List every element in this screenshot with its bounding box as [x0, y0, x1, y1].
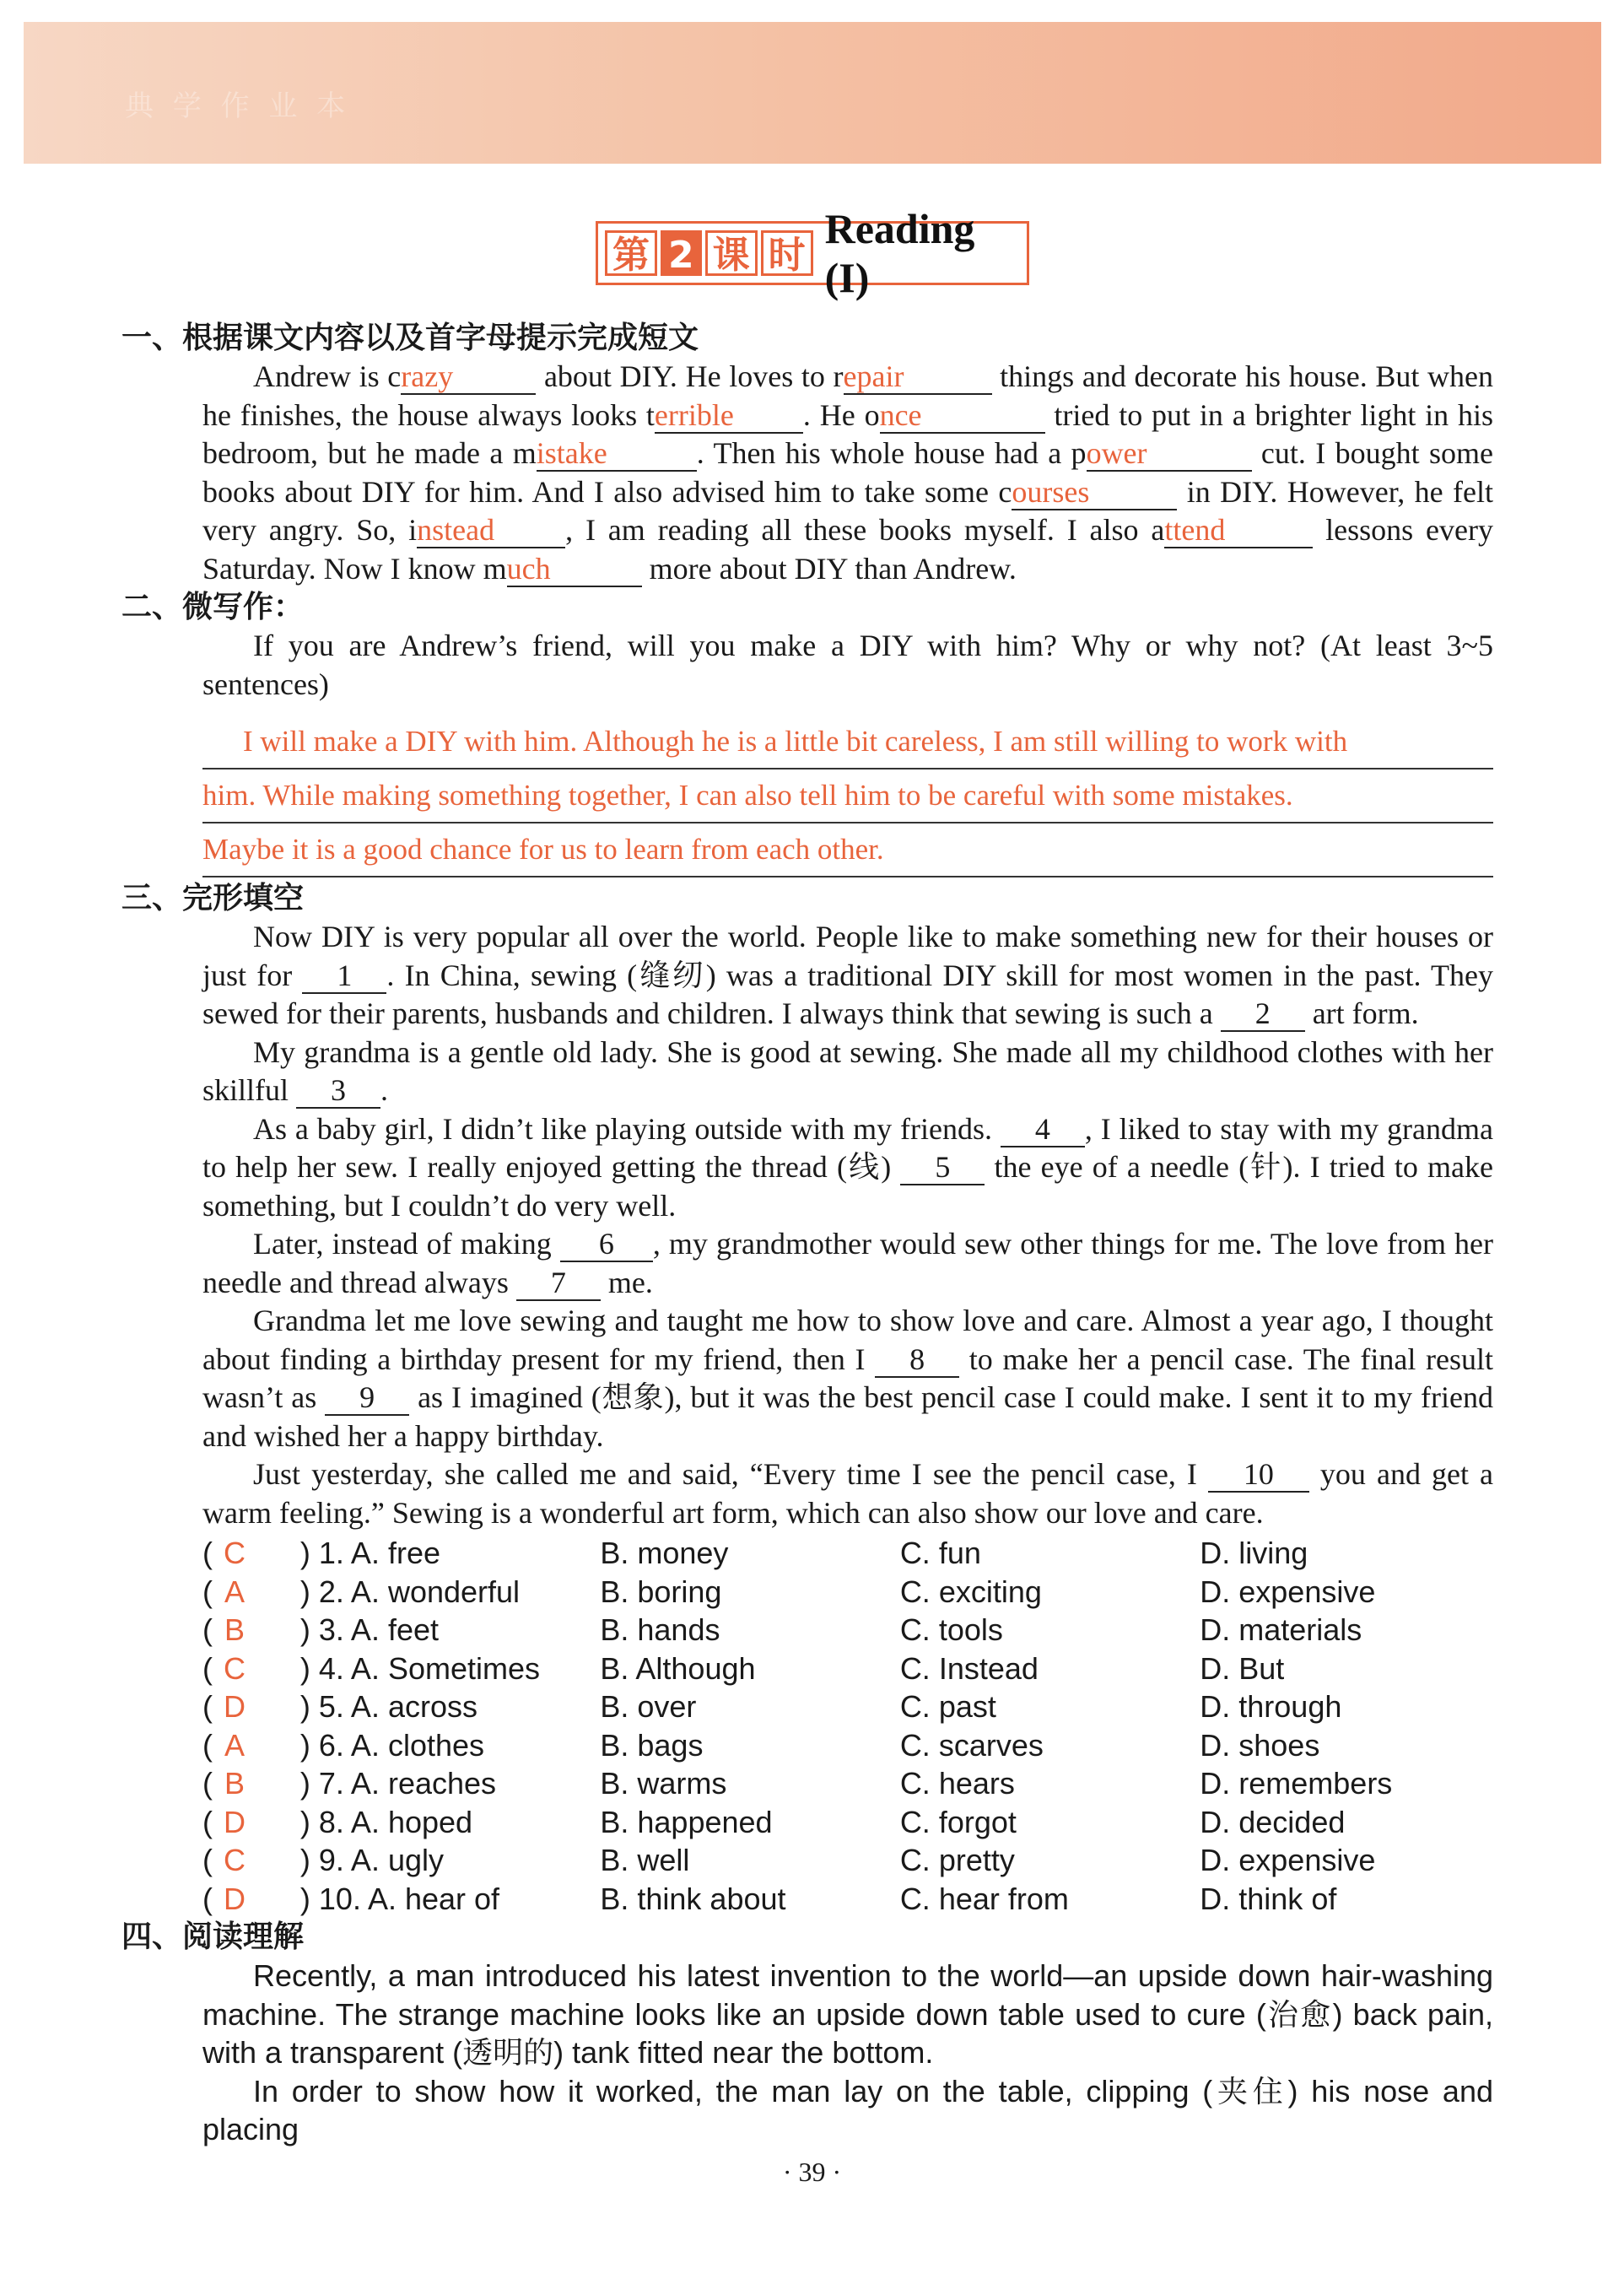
answer-slot[interactable]: ( D — [202, 1687, 300, 1726]
option-a: ) 1. A. free — [299, 1536, 440, 1570]
answer-letter: B — [224, 1612, 245, 1647]
cloze-text: art form. — [1304, 996, 1419, 1030]
option-c: C. exciting — [899, 1574, 1042, 1609]
answer-letter: D — [224, 1881, 245, 1916]
cloze-blank-3[interactable]: 3 — [296, 1073, 380, 1109]
option-b: B. money — [600, 1536, 729, 1570]
passage-text: lessons every Saturday. Now I know m — [202, 513, 1493, 586]
option-b: B. hands — [600, 1612, 720, 1647]
cloze-text: you and get a warm feeling.” Sewing is a wonderful art form, which can also show our love and care. — [202, 1457, 1493, 1530]
lesson-suffix: 时 — [761, 230, 813, 276]
cloze-text: Grandma let me love sewing and taught me how to show love and care. Almost a year ago, I thought about finding a birthday present for my friend, then I — [202, 1304, 1493, 1376]
lesson-unit: 课 — [705, 230, 758, 276]
fill-blank-terrible[interactable]: errible — [655, 398, 803, 434]
lesson-title-text: Reading (I) — [824, 205, 975, 301]
cloze-blank-4[interactable]: 4 — [1001, 1112, 1085, 1147]
option-b: B. warms — [600, 1766, 727, 1801]
option-c: C. scarves — [899, 1727, 1044, 1763]
cloze-blank-10[interactable]: 10 — [1208, 1457, 1309, 1493]
cloze-text: , my grandmother would sew other things for me. The love from her needle and thread always — [202, 1227, 1494, 1299]
cloze-text: As a baby girl, I didn’t like playing outside with my friends. — [253, 1111, 1001, 1146]
answer-letter: B — [224, 1766, 245, 1801]
option-d: D. decided — [1200, 1804, 1346, 1839]
banner-text: 典 学 作 业 本 — [125, 89, 351, 123]
option-b: B. Although — [600, 1650, 756, 1686]
option-a: ) 8. A. hoped — [299, 1804, 473, 1839]
cloze-paragraph-3 — [202, 1110, 1493, 1226]
option-d: D. But — [1200, 1650, 1285, 1686]
passage-text: in DIY. However, he felt very angry. So, i — [202, 474, 1493, 547]
option-row — [202, 1687, 1493, 1726]
cloze-text: . In China, sewing (缝纫) was a traditional DIY skill for most women in the past. They sewed for their parents, husbands and children. I always think that sewing is such a — [202, 958, 1493, 1030]
cloze-paragraph-1 — [202, 918, 1493, 1034]
fill-blank-repair[interactable]: epair — [844, 359, 992, 395]
option-c: C. hear from — [899, 1881, 1069, 1916]
option-a: ) 6. A. clothes — [299, 1727, 485, 1763]
option-a: ) 7. A. reaches — [299, 1766, 497, 1801]
option-b: B. bags — [600, 1727, 704, 1763]
option-row — [202, 1726, 1493, 1765]
fill-blank-once[interactable]: nce — [880, 398, 1045, 434]
cloze-paragraph-4 — [202, 1225, 1493, 1302]
page-number: · 39 · — [782, 2157, 842, 2187]
cloze-paragraph-2 — [202, 1034, 1493, 1110]
cloze-blank-1[interactable]: 1 — [302, 958, 386, 994]
passage-text: things and decorate his house. But when he finishes, the house always looks t — [202, 359, 1494, 432]
passage-text: cut. I bought some books about DIY for him. And I also advised him to take some c — [202, 436, 1493, 509]
cloze-text: Later, instead of making — [253, 1227, 560, 1261]
answer-slot[interactable]: ( C — [202, 1650, 300, 1688]
option-row — [202, 1573, 1493, 1612]
section3-heading: 三、完形填空 — [121, 881, 305, 915]
option-row — [202, 1764, 1493, 1803]
option-row — [202, 1611, 1493, 1650]
option-a: ) 3. A. feet — [299, 1612, 439, 1647]
answer-letter: D — [224, 1689, 245, 1724]
answer-letter: C — [224, 1650, 245, 1686]
worksheet-content — [121, 319, 1494, 2149]
option-c: C. fun — [899, 1536, 981, 1570]
cloze-blank-9[interactable]: 9 — [325, 1380, 409, 1416]
cloze-blank-5[interactable]: 5 — [900, 1150, 985, 1185]
answer-slot[interactable]: ( C — [202, 1534, 300, 1573]
option-b: B. well — [600, 1843, 690, 1877]
option-a: ) 10. A. hear of — [299, 1881, 500, 1916]
reading-paragraph-1: Recently, a man introduced his latest invention to the world—an upside down hair-washing machine. The strange machine looks like an upside down table used to cure (治愈) back pain, with a transparent (透明的) tank fitted near the bottom. — [202, 1958, 1493, 2070]
passage-text: about DIY. He loves to r — [536, 359, 844, 393]
answer-letter: C — [224, 1536, 245, 1570]
cloze-options — [202, 1534, 1493, 1918]
option-d: D. think of — [1200, 1881, 1337, 1916]
passage-text: . He o — [802, 397, 880, 432]
cloze-paragraph-5 — [202, 1302, 1493, 1455]
cloze-text: to make her a pencil case. The final result wasn’t as — [202, 1342, 1493, 1414]
option-a: ) 9. A. ugly — [299, 1843, 444, 1877]
fill-blank-attend[interactable]: ttend — [1164, 513, 1313, 548]
option-d: D. through — [1200, 1689, 1342, 1724]
option-d: D. remembers — [1200, 1766, 1393, 1801]
lesson-title — [596, 205, 1029, 301]
option-c: C. tools — [899, 1612, 1003, 1647]
cloze-blank-7[interactable]: 7 — [516, 1266, 601, 1301]
option-d: D. materials — [1200, 1612, 1362, 1647]
passage-text: Andrew is c — [253, 359, 402, 393]
cloze-text: the eye of a needle (针). I tried to make something, but I couldn’t do very well. — [202, 1150, 1493, 1223]
option-c: C. forgot — [899, 1804, 1017, 1839]
fill-blank-crazy[interactable]: razy — [401, 359, 536, 395]
cloze-blank-2[interactable]: 2 — [1221, 996, 1305, 1032]
option-c: C. hears — [899, 1766, 1015, 1801]
option-row — [202, 1880, 1493, 1919]
section1-passage — [202, 358, 1493, 588]
option-d: D. shoes — [1200, 1727, 1320, 1763]
answer-line-1: I will make a DIY with him. Although he is a little bit careless, I am still willing to work with — [202, 715, 1493, 769]
cloze-text: My grandma is a gentle old lady. She is good at sewing. She made all my childhood clothes with her skillful — [202, 1034, 1493, 1107]
option-c: C. pretty — [899, 1843, 1015, 1877]
answer-slot[interactable]: ( A — [202, 1726, 300, 1765]
option-row — [202, 1650, 1493, 1688]
option-d: D. living — [1200, 1536, 1308, 1570]
option-d: D. expensive — [1200, 1574, 1376, 1609]
passage-text: tried to put in a brighter light in his bedroom, but he made a m — [202, 397, 1494, 470]
option-d: D. expensive — [1200, 1843, 1376, 1877]
option-a: ) 2. A. wonderful — [299, 1574, 521, 1609]
answer-letter: D — [224, 1804, 245, 1839]
header-banner — [24, 22, 1601, 164]
cloze-blank-6[interactable]: 6 — [560, 1227, 653, 1262]
cloze-text: me. — [600, 1265, 653, 1299]
section4-heading: 四、阅读理解 — [121, 1920, 305, 1954]
option-b: B. boring — [600, 1574, 722, 1609]
cloze-text: Now DIY is very popular all over the world. People like to make something new for their houses or just for — [202, 920, 1493, 992]
passage-text: more about DIY than Andrew. — [641, 551, 1017, 586]
answer-letter: A — [224, 1574, 245, 1609]
option-b: B. happened — [600, 1804, 773, 1839]
fill-blank-mistake[interactable]: istake — [537, 436, 697, 472]
cloze-text: Just yesterday, she called me and said, “Every time I see the pencil case, I — [253, 1457, 1208, 1491]
option-c: C. Instead — [899, 1650, 1039, 1686]
option-row — [202, 1803, 1493, 1842]
option-a: ) 5. A. across — [299, 1689, 477, 1724]
option-row — [202, 1841, 1493, 1880]
answer-letter: C — [224, 1843, 245, 1877]
option-b: B. over — [600, 1689, 697, 1724]
answer-slot[interactable]: ( B — [202, 1764, 300, 1803]
answer-slot[interactable]: ( D — [202, 1803, 300, 1842]
option-a: ) 4. A. Sometimes — [299, 1650, 541, 1686]
cloze-blank-8[interactable]: 8 — [875, 1342, 959, 1378]
section2-heading: 二、微写作： — [121, 590, 305, 624]
answer-line-3: Maybe it is a good chance for us to learn from each other. — [202, 823, 1493, 877]
answer-slot[interactable]: ( C — [202, 1841, 300, 1880]
cloze-text: as I imagined (想象), but it was the best pencil case I could make. I sent it to my friend and wished her a happy birthday. — [202, 1380, 1493, 1453]
passage-text: . Then his whole house had a p — [696, 436, 1087, 470]
fill-blank-instead[interactable]: nstead — [417, 513, 565, 548]
section1-heading: 一、根据课文内容以及首字母提示完成短文 — [121, 321, 699, 355]
answer-slot[interactable]: ( B — [202, 1611, 300, 1650]
fill-blank-courses[interactable]: ourses — [1012, 475, 1177, 510]
option-b: B. think about — [600, 1881, 786, 1916]
cloze-text: . — [380, 1073, 389, 1107]
reading-paragraph-2: In order to show how it worked, the man lay on the table, clipping (夹住) his nose and placing — [202, 2073, 1493, 2146]
answer-slot[interactable]: ( D — [202, 1880, 300, 1919]
fill-blank-much[interactable]: uch — [507, 552, 642, 587]
fill-blank-power[interactable]: ower — [1087, 436, 1252, 472]
answer-line-2: him. While making something together, I can also tell him to be careful with some mistakes. — [202, 769, 1493, 823]
writing-answer[interactable] — [202, 715, 1493, 877]
answer-letter: A — [224, 1727, 245, 1763]
option-c: C. past — [899, 1689, 996, 1724]
cloze-paragraph-6 — [202, 1455, 1493, 1532]
option-row — [202, 1534, 1493, 1573]
lesson-prefix: 第 — [605, 230, 657, 276]
cloze-text: , I liked to stay with my grandma to help her sew. I really enjoyed getting the thread (线) — [202, 1111, 1494, 1184]
passage-text: , I am reading all these books myself. I also a — [565, 513, 1165, 547]
answer-slot[interactable]: ( A — [202, 1573, 300, 1612]
lesson-number: 2 — [661, 230, 702, 276]
writing-prompt: If you are Andrew’s friend, will you make a DIY with him? Why or why not? (At least 3~5 sentences) — [202, 629, 1493, 701]
